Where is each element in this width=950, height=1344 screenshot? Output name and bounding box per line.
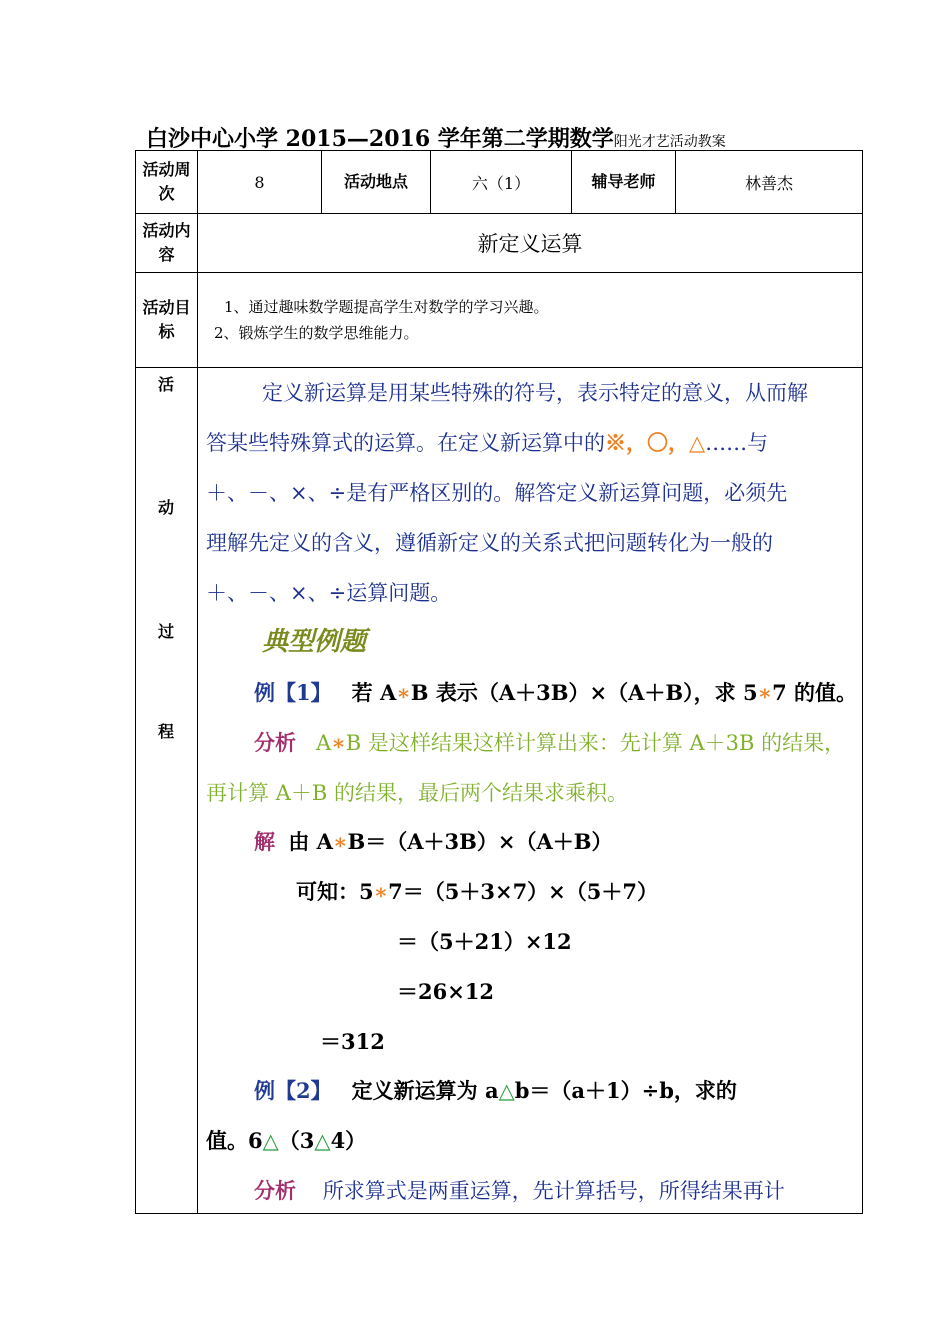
example2-text: b＝（a＋1）÷b，求的 <box>514 1078 737 1103</box>
example1-text: B 表示（A＋3B）×（A＋B），求 5 <box>410 680 758 705</box>
content-value: 新定义运算 <box>198 214 863 273</box>
example1-text: 7 的值。 <box>772 680 858 705</box>
process-content <box>198 368 863 1214</box>
teacher-label: 辅导老师 <box>572 151 676 214</box>
process-label-char: 活 <box>157 375 174 394</box>
example1-analysis-line2: 再计算 A＋B 的结果，最后两个结果求乘积。 <box>206 781 628 805</box>
example2-text: 值。6 <box>206 1128 263 1153</box>
analysis-text: A <box>316 731 332 755</box>
solution-label: 解 <box>254 829 275 854</box>
example1-solution <box>254 827 613 857</box>
goal-label: 活动目标 <box>136 273 198 368</box>
intro-text: ……与 <box>705 431 769 455</box>
intro-line: 理解先定义的含义，遵循新定义的关系式把问题转化为一般的 <box>206 531 773 555</box>
title-main: 白沙中心小学 2015—2016 学年第二学期数学 <box>146 126 614 152</box>
solution-step: ＝（5＋21）×12 <box>397 929 572 954</box>
teacher-value: 林善杰 <box>676 151 863 214</box>
location-label: 活动地点 <box>322 151 431 214</box>
content-row <box>136 214 863 273</box>
triangle-operator: △ <box>314 1128 331 1153</box>
example2-text: 4） <box>330 1128 367 1153</box>
star-operator: ∗ <box>331 730 346 755</box>
section-heading: 典型例题 <box>262 627 367 657</box>
analysis-text: 所求算式是两重运算，先计算括号，所得结果再计 <box>322 1179 785 1203</box>
process-label-char: 程 <box>157 722 174 741</box>
example2-text: （3 <box>278 1128 315 1153</box>
intro-line <box>206 428 768 458</box>
info-row <box>136 151 863 214</box>
goal-item: 1、通过趣味数学题提高学生对数学的学习兴趣。 <box>224 298 549 316</box>
step-text: 7＝（5＋3×7）×（5＋7） <box>388 879 659 904</box>
star-operator: ∗ <box>396 680 411 705</box>
intro-line: 定义新运算是用某些特殊的符号，表示特定的意义，从而解 <box>262 381 808 405</box>
process-label-char: 动 <box>157 498 174 517</box>
star-operator: ∗ <box>332 829 348 854</box>
intro-line: ＋、－、×、÷是有严格区别的。解答定义新运算问题，必须先 <box>206 481 788 505</box>
example2-label: 例【2】 <box>254 1078 332 1103</box>
step-text: 可知：5 <box>296 879 374 904</box>
page-title <box>146 122 726 153</box>
star-operator: ∗ <box>757 680 773 705</box>
solution-step: ＝26×12 <box>397 979 495 1004</box>
process-row <box>136 368 863 1214</box>
star-operator: ∗ <box>373 879 389 904</box>
analysis-label: 分析 <box>254 1178 296 1203</box>
week-label: 活动周次 <box>136 151 198 214</box>
goal-row <box>136 273 863 368</box>
solution-text: 由 A <box>288 829 333 854</box>
example1-label: 例【1】 <box>254 680 332 705</box>
example2-question-line2 <box>206 1126 366 1156</box>
process-label-char: 过 <box>157 622 174 641</box>
analysis-text: B 是这样结果这样计算出来：先计算 A＋3B 的结果， <box>345 731 846 755</box>
intro-text: 答某些特殊算式的运算。在定义新运算中的 <box>206 431 605 455</box>
example1-text: 若 A <box>351 680 397 705</box>
solution-step: ＝312 <box>320 1029 385 1054</box>
triangle-operator: △ <box>262 1128 279 1153</box>
example2-analysis <box>254 1176 785 1206</box>
example2-question <box>254 1076 737 1106</box>
lesson-plan-table <box>135 150 863 1214</box>
operator-symbols: ※，〇，△ <box>605 430 706 455</box>
goal-list <box>198 273 863 368</box>
location-value: 六（1） <box>431 151 572 214</box>
solution-text: B＝（A＋3B）×（A＋B） <box>347 829 613 854</box>
week-value: 8 <box>198 151 322 214</box>
example1-question <box>254 678 857 708</box>
example2-text: 定义新运算为 a <box>351 1078 499 1103</box>
content-label: 活动内容 <box>136 214 198 273</box>
solution-step <box>296 877 658 907</box>
title-sub: 阳光才艺活动教案 <box>613 134 726 150</box>
triangle-operator: △ <box>498 1079 515 1103</box>
analysis-label: 分析 <box>254 730 296 755</box>
intro-line: ＋、－、×、÷运算问题。 <box>206 581 452 605</box>
goal-item: 2、锻炼学生的数学思维能力。 <box>214 324 419 342</box>
example1-analysis <box>254 728 845 758</box>
process-label <box>136 368 198 1214</box>
